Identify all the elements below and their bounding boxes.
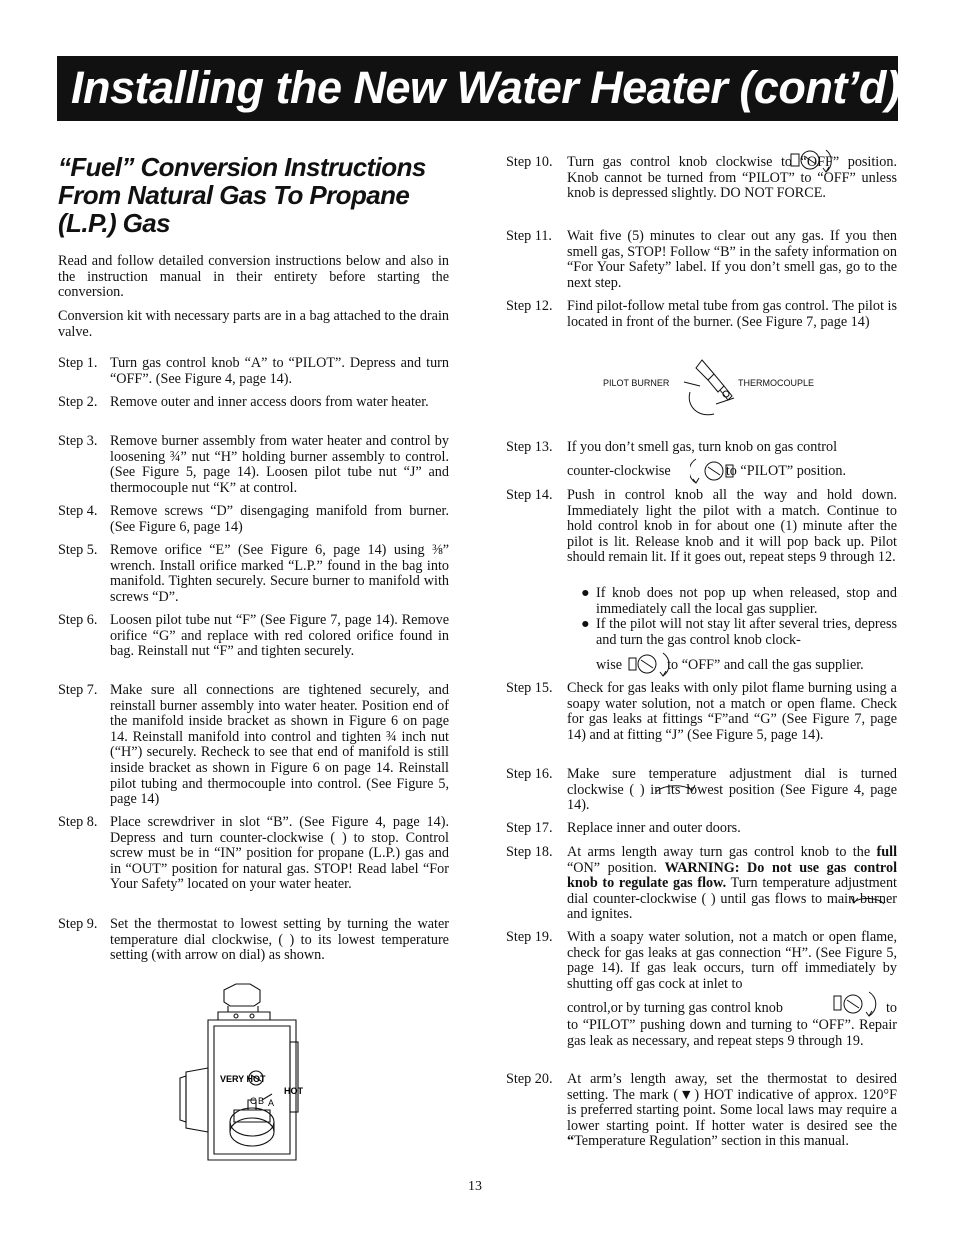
knob-clockwise-icon [788,146,834,176]
intro-paragraph-2: Conversion kit with necessary parts are in a bag attached to the drain valve. [58,308,449,340]
step-11 [506,229,897,291]
step-text: Remove orifice “E” (See Figure 6, page 14) using ⅜” wrench. Install orifice marked “L.P.” found in the bag into manifold. Tighten securely. Secure burner to manifold with screws “D”. [110,542,449,605]
step-bold-full: full [876,844,898,860]
bullet-dot: ● [581,616,590,632]
step-text: Make sure temperature adjustment dial is turned clockwise ( ) in its lowest position (See Figure 4, page 14). [567,766,897,814]
title-banner [57,56,901,121]
page-number: 13 [468,1179,482,1194]
gas-control-figure [178,982,308,1170]
step-number: Step 16. [506,766,553,782]
step-text: Check for gas leaks with only pilot flame burning using a soapy water solution, not a match or open flame. Check for gas leaks at fittings “F”and “G” (See Figure 7, page 14) and at fitting “J” (See Figure 5, page 14). [567,680,897,743]
step-number: Step 6. [58,612,98,628]
step-8 [58,815,449,893]
step-5 [58,543,449,605]
step-text: Turn gas control knob “A” to “PILOT”. Depress and turn “OFF”. (See Figure 4, page 14). [110,355,449,387]
bullet-text: to “OFF” and call the gas supplier. [667,657,864,673]
step-number: Step 5. [58,542,98,558]
step-number: Step 19. [506,929,553,945]
step-4 [58,504,449,535]
step-text: Set the thermostat to lowest setting by turning the water temperature dial clockwise, ( ) to its lowest temperature setting (with arrow on dial) as shown. [110,916,449,964]
pilot-assembly-figure [680,352,738,422]
label-b: B [258,1096,265,1106]
step-3 [58,434,449,496]
step-text: Wait five (5) minutes to clear out any gas. If you then smell gas, STOP! Follow “B” in the safety information on “For Your Safety” label. If you don’t smell gas, go to the next step. [567,228,897,291]
step-text: Replace inner and outer doors. [567,820,741,836]
bullet-text: wise [596,657,623,673]
knob-counter-clockwise-icon [690,455,736,487]
step-text: Loosen pilot tube nut “F” (See Figure 7, page 14). Remove orifice “G” and replace with red colored orifice found in bag. Reinstall nut “F” and tighten securely. [110,612,449,660]
step-19 [506,930,897,992]
step-text: Place screwdriver in slot “B”. (See Figure 4, page 14). Depress and turn counter-clockwise ( ) to stop. Control screw must be in “IN” position for propane (L.P.) gas and in “OUT” position for natural gas. STOP! Read label “For Your Safety” located on your water heater. [110,814,449,893]
label-c: C [250,1096,257,1106]
step-number: Step 3. [58,433,98,449]
step-text: At arms length away turn gas control knob to the [567,844,871,860]
step-1 [58,356,449,387]
step-text: Push in control knob all the way and hold down. Immediately light the pilot with a match. Continue to hold control knob in for about one (1) minute after the pilot is lit. Release knob and it will pop back up. Pilot should remain lit. If it goes out, repeat steps 9 through 12. [567,487,897,566]
step-19-to [567,1001,897,1017]
step-bold-quote: “ [567,1133,575,1150]
step-text: If you don’t smell gas, turn knob on gas control [567,439,838,455]
very-hot-label: VERY HOT [220,1074,266,1084]
bullet-dot: ● [581,585,590,601]
step-number: Step 1. [58,355,98,371]
step-7 [58,683,449,808]
step-number: Step 7. [58,682,98,698]
step-text: Temperature Regulation” section in this manual. [574,1133,849,1150]
step-15 [506,681,897,743]
step-text: Remove screws “D” disengaging manifold from burner. (See Figure 6, page 14) [110,503,449,535]
step-text: Find pilot-follow metal tube from gas control. The pilot is located in front of the burner. (See Figure 7, page 14) [567,298,897,330]
step-number: Step 2. [58,394,98,410]
step-text: to [885,1000,897,1016]
clockwise-arrow-icon [650,778,698,798]
step-text: With a soapy water solution, not a match or open flame, check for gas leaks at gas connection “H”. (See Figure 5, page 14). If gas leak occurs, turn off immediately by shutting off gas cock at inlet to [567,929,897,992]
bullet-2 [581,616,897,648]
page-title: Installing the New Water Heater (cont’d) [71,62,901,113]
step-text: control,or by turning gas control knob [567,1000,783,1016]
step-text: At arm’s length away, set the thermostat to desired setting. The mark (▼) HOT indicative of approx. 120°F is preferred starting point. Some local laws may require a lower starting point. If hotter water is desired see the [567,1071,897,1134]
knob-clockwise-icon [627,650,671,680]
step-text: “ON” position. [567,859,657,876]
step-number: Step 12. [506,298,553,314]
bullet-text: If the pilot will not stay lit after several tries, depress and turn the gas control knob clock- [596,616,897,648]
step-18 [506,845,897,923]
bullet-1 [581,585,897,617]
step-number: Step 11. [506,228,552,244]
step-number: Step 8. [58,814,98,830]
step-text: to “PILOT” position. [725,463,846,479]
step-text: Remove outer and inner access doors from water heater. [110,394,429,410]
step-6 [58,613,449,660]
label-a: A [268,1098,275,1108]
step-text: Make sure all connections are tightened securely, and reinstall burner assembly into water heater. Position end of the manifold inside bracket as shown in Figure 6 on page 14. Reinstall manifold into control and tighten ¾ inch nut (“H”) securely. Recheck to see that end of manifold is still inside bracket as shown in Figure 6 on page 14. Reinstall pilot tubing and thermocouple into control. (See Figure 5, page 14) [110,682,449,808]
step-number: Step 15. [506,680,553,696]
bullet-text: If knob does not pop up when released, stop and immediately call the local gas supplier. [596,585,897,617]
step-text: Turn gas control knob clockwise to “OFF” position. Knob cannot be turned from “PILOT” to “OFF” unless knob is depressed slightly. DO NOT FORCE. [567,154,897,202]
step-number: Step 14. [506,487,553,503]
step-number: Step 18. [506,844,553,860]
step-20 [506,1072,897,1150]
hot-label: HOT [284,1086,303,1096]
section-heading: “Fuel” Conversion Instructions From Natural Gas To Propane (L.P.) Gas [58,152,426,238]
step-number: Step 9. [58,916,98,932]
step-number: Step 10. [506,154,553,170]
step-16 [506,767,897,814]
step-text: Remove burner assembly from water heater and control by loosening ¾” nut “H” holding burner assembly to control. (See Figure 5, page 14). Loosen pilot tube nut “J” and thermocouple nut “K” at control. [110,433,449,496]
step-9 [58,917,449,964]
pilot-burner-label: PILOT BURNER [603,378,670,388]
step-number: Step 13. [506,439,553,455]
step-2 [58,395,449,411]
step-10 [506,155,897,202]
step-17 [506,821,897,837]
thermocouple-label: THERMOCOUPLE [738,378,815,388]
step-text: to “PILOT” pushing down and turning to “OFF”. Repair gas leak as necessary, and repeat steps 9 through 19. [567,1017,897,1049]
step-number: Step 17. [506,820,553,836]
step-number: Step 4. [58,503,98,519]
step-number: Step 20. [506,1071,553,1087]
step-text: Turn temperature adjustment dial counter-clockwise ( ) until gas flows to main burner and ignites. [567,875,897,923]
step-text: counter-clockwise [567,463,671,479]
step-19-line3 [567,1018,897,1049]
counter-clockwise-arrow-icon [848,890,890,908]
step-14 [506,488,897,566]
step-warning: WARNING: Do not use gas control knob to regulate gas flow. [567,859,898,892]
intro-paragraph-1: Read and follow detailed conversion instructions below and also in the instruction manual in their entirety before starting the conversion. [58,253,449,301]
step-13 [506,440,897,456]
step-12 [506,299,897,330]
